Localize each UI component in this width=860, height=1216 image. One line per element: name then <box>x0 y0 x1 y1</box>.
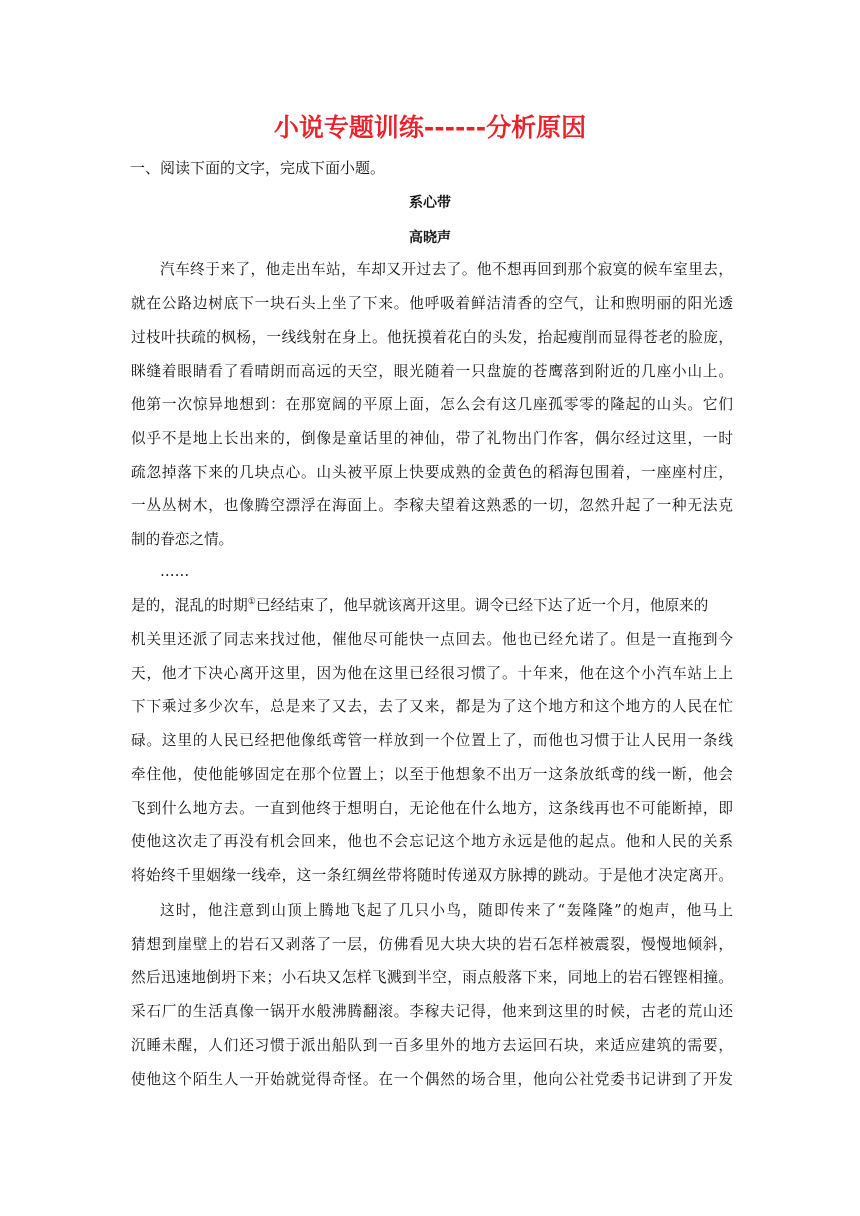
paragraph-line: 使他这次走了再没有机会回来，他也不会忘记这个地方永远是他的起点。他和人民的关系 <box>131 833 733 850</box>
paragraph-line: 疏忽掉落下来的几块点心。山头被平原上快要成熟的金黄色的稻海包围着，一座座村庄， <box>131 464 733 481</box>
story-title: 系心带 <box>409 195 451 211</box>
line-start: 是的，混乱的时期 <box>131 597 248 614</box>
paragraph-line: 过枝叶扶疏的枫杨，一线线射在身上。他抚摸着花白的头发，抬起瘦削而显得苍老的脸庞， <box>131 329 733 346</box>
paragraph-line: 就在公路边树底下一块石头上坐了下来。他呼吸着鲜洁清香的空气，让和煦明丽的阳光透 <box>131 295 733 312</box>
footnote-marker: ① <box>247 597 256 608</box>
paragraph-line: 下下乘过多少次车，总是来了又去，去了又来，都是为了这个地方和这个地方的人民在忙 <box>131 698 733 715</box>
paragraph-line: 一丛丛树木，也像腾空漂浮在海面上。李稼夫望着这熟悉的一切，忽然升起了一种无法克 <box>131 497 733 514</box>
question-instruction: 一、阅读下面的文字，完成下面小题。 <box>130 159 386 177</box>
ellipsis: …… <box>160 563 190 580</box>
line-end: 已经结束了，他早就该离开这里。调令已经下达了近一个月，他原来的 <box>255 597 709 614</box>
document-title: 小说专题训练------分析原因 <box>273 113 587 142</box>
paragraph-line: 沉睡未醒，人们还习惯于派出船队到一百多里外的地方去运回石块，来适应建筑的需要， <box>131 1037 733 1054</box>
paragraph-line: 牵住他，使他能够固定在那个位置上；以至于他想象不出万一这条放纸鸢的线一断，他会 <box>131 766 733 783</box>
paragraph-line: 似乎不是地上长出来的，倒像是童话里的神仙，带了礼物出门作客，偶尔经过这里，一时 <box>131 430 733 447</box>
paragraph-line: 然后迅速地倒坍下来；小石块又怎样飞溅到半空，雨点般落下来，同地上的岩石铿铿相撞。 <box>131 969 733 986</box>
paragraph-line-with-footnote <box>131 596 733 616</box>
paragraph-line: 碌。这里的人民已经把他像纸鸢管一样放到一个位置上了，而他也习惯于让人民用一条线 <box>131 732 733 749</box>
paragraph-line: 猜想到崖壁上的岩石又剥落了一层，仿佛看见大块大块的岩石怎样被震裂，慢慢地倾斜， <box>131 936 733 953</box>
paragraph-line: 将始终千里姻缘一线牵，这一条红绸丝带将随时传递双方脉搏的跳动。于是他才决定离开。 <box>131 867 733 884</box>
paragraph-line: 他第一次惊异地想到：在那宽阔的平原上面，怎么会有这几座孤零零的隆起的山头。它们 <box>131 396 733 413</box>
paragraph-line: 天，他才下决心离开这里，因为他在这里已经很习惯了。十年来，他在这个小汽车站上上 <box>131 665 733 682</box>
paragraph-line: 眯缝着眼睛看了看晴朗而高远的天空，眼光随着一只盘旋的苍鹰落到附近的几座小山上。 <box>131 363 733 380</box>
story-author: 高晓声 <box>409 230 451 246</box>
paragraph-line: 这时，他注意到山顶上腾地飞起了几只小鸟，随即传来了“轰隆隆”的炮声，他马上 <box>160 902 733 919</box>
paragraph-line: 采石厂的生活真像一锅开水般沸腾翻滚。李稼夫记得，他来到这里的时候，古老的荒山还 <box>131 1003 733 1020</box>
paragraph-line: 机关里还派了同志来找过他，催他尽可能快一点回去。他也已经允诺了。但是一直拖到今 <box>131 631 733 648</box>
paragraph-line: 使他这个陌生人一开始就觉得奇怪。在一个偶然的场合里，他向公社党委书记讲到了开发 <box>131 1071 733 1088</box>
paragraph-line: 飞到什么地方去。一直到他终于想明白，无论他在什么地方，这条线再也不可能断掉，即 <box>131 800 733 817</box>
paragraph-line: 汽车终于来了，他走出车站，车却又开过去了。他不想再回到那个寂寞的候车室里去， <box>160 261 733 278</box>
paragraph-line: 制的眷恋之情。 <box>131 531 234 548</box>
